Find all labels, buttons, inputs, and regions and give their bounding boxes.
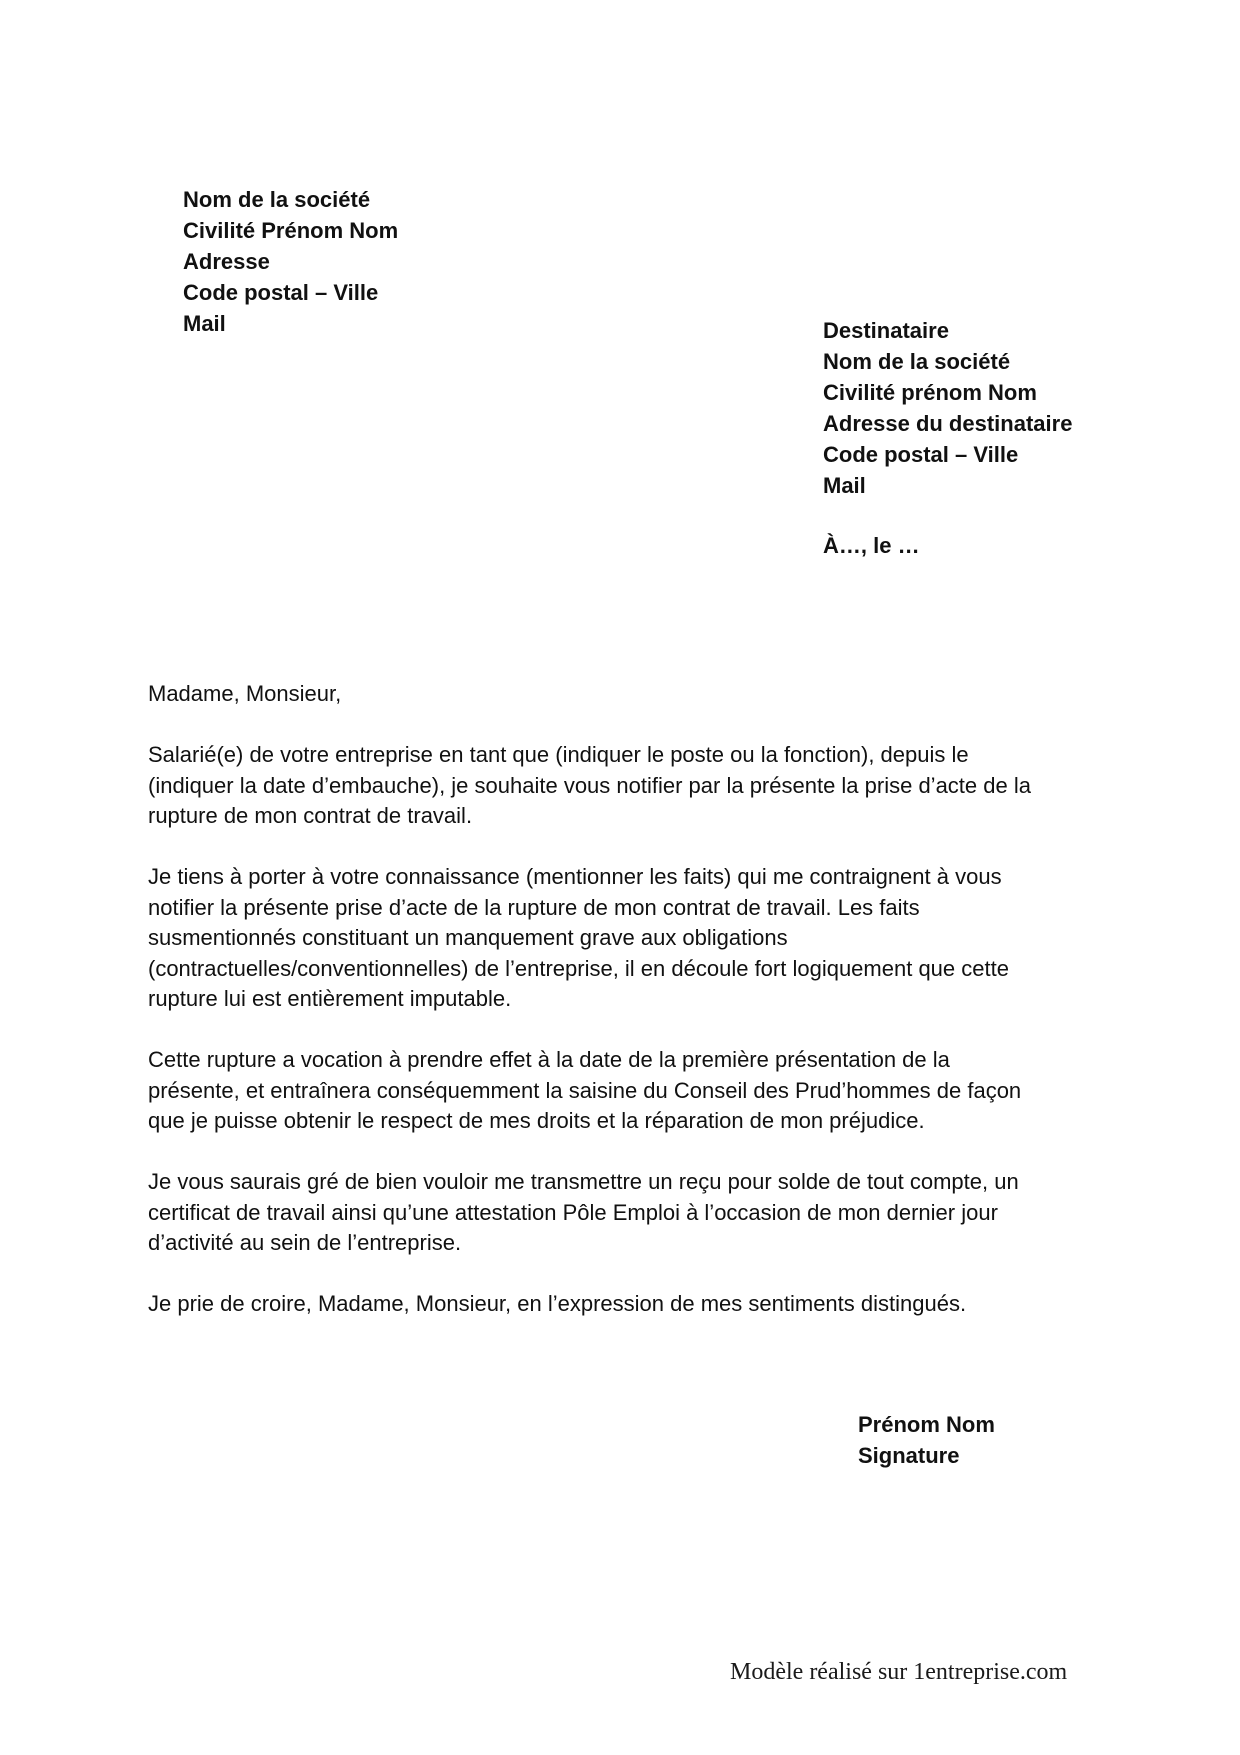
- paragraph-line: (indiquer la date d’embauche), je souhaite vous notifier par la présente la prise d’acte de la: [148, 772, 1031, 798]
- paragraph-position: [148, 740, 1098, 832]
- footer-credit: Modèle réalisé sur 1entreprise.com: [730, 1659, 1068, 1685]
- sender-company: Nom de la société: [183, 187, 371, 212]
- paragraph-line: présente, et entraînera conséquemment la saisine du Conseil des Prud’hommes de façon: [148, 1077, 1022, 1103]
- sender-mail: Mail: [183, 311, 226, 336]
- recipient-company: Nom de la société: [823, 349, 1011, 374]
- paragraph-line: Salarié(e) de votre entreprise en tant que (indiquer le poste ou la fonction), depuis le: [148, 742, 969, 767]
- signature-name: Prénom Nom: [858, 1412, 995, 1437]
- paragraph-line: (contractuelles/conventionnelles) de l’entreprise, il en découle fort logiquement que cette: [148, 955, 1009, 981]
- paragraph-line: certificat de travail ainsi qu’une attestation Pôle Emploi à l’occasion de mon dernier jour: [148, 1199, 998, 1225]
- paragraph-documents: [148, 1167, 1098, 1259]
- paragraph-line: d’activité au sein de l’entreprise.: [148, 1230, 462, 1255]
- salutation-paragraph: [148, 679, 1098, 710]
- signature-label: Signature: [858, 1443, 960, 1468]
- paragraph-line: que je puisse obtenir le respect de mes droits et la réparation de mon préjudice.: [148, 1108, 925, 1133]
- place-date: À…, le …: [823, 533, 920, 558]
- recipient-postal-city: Code postal – Ville: [823, 442, 1019, 467]
- paragraph-closing: [148, 1289, 1098, 1320]
- sender-block: [183, 184, 398, 339]
- sender-postal-city: Code postal – Ville: [183, 280, 379, 305]
- sender-name: Civilité Prénom Nom: [183, 218, 399, 243]
- recipient-address: Adresse du destinataire: [823, 411, 1073, 436]
- paragraph-line: rupture de mon contrat de travail.: [148, 803, 473, 828]
- recipient-block: [823, 315, 1072, 501]
- paragraph-line: notifier la présente prise d’acte de la rupture de mon contrat de travail. Les faits: [148, 894, 920, 920]
- paragraph-facts: [148, 862, 1098, 1015]
- signature-block: [858, 1409, 995, 1471]
- paragraph-line: susmentionnés constituant un manquement grave aux obligations: [148, 925, 788, 950]
- salutation: Madame, Monsieur,: [148, 681, 342, 706]
- sender-address: Adresse: [183, 249, 270, 274]
- paragraph-line: Je tiens à porter à votre connaissance (mentionner les faits) qui me contraignent à vous: [148, 864, 1002, 889]
- recipient-heading: Destinataire: [823, 318, 949, 343]
- letter-body: [148, 679, 1098, 1350]
- paragraph-line: Cette rupture a vocation à prendre effet à la date de la première présentation de la: [148, 1047, 950, 1072]
- paragraph-line: rupture lui est entièrement imputable.: [148, 986, 512, 1011]
- recipient-mail: Mail: [823, 473, 866, 498]
- paragraph-line: Je vous saurais gré de bien vouloir me transmettre un reçu pour solde de tout compte, un: [148, 1169, 1019, 1194]
- paragraph-line: Je prie de croire, Madame, Monsieur, en l’expression de mes sentiments distingués.: [148, 1291, 967, 1316]
- paragraph-effect: [148, 1045, 1098, 1137]
- recipient-name: Civilité prénom Nom: [823, 380, 1037, 405]
